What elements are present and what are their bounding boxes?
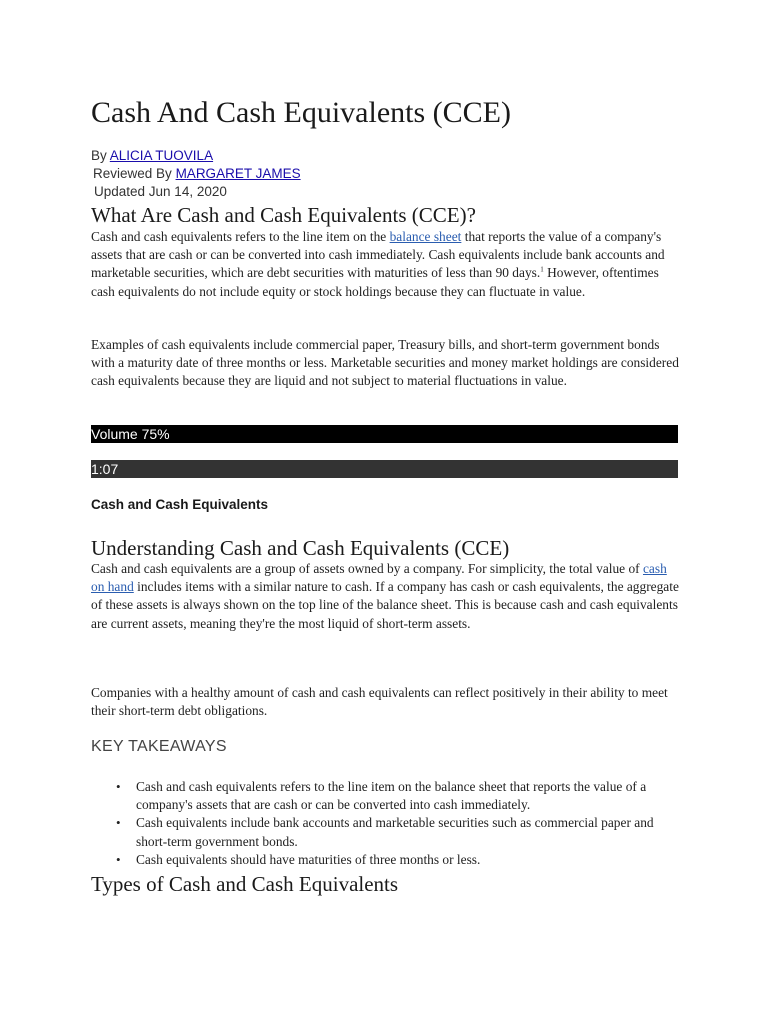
text-run: that reports the value of a company's assets that are cash or can be converted into cash immediately. Cash equivalents include bank accounts and marketable securities, which are debt securities with maturities of less than 90 days. xyxy=(91,229,665,281)
bullet-icon: • xyxy=(116,815,121,831)
section1-paragraph-1 xyxy=(91,228,681,301)
text-run: However, oftentimes cash equivalents do not include equity or stock holdings because they can fluctuate in value. xyxy=(91,265,659,299)
list-item xyxy=(91,778,681,814)
key-takeaways-list xyxy=(91,778,681,869)
reviewer-link[interactable]: MARGARET JAMES xyxy=(175,166,301,181)
author-link[interactable]: ALICIA TUOVILA xyxy=(109,148,214,163)
list-item-text: Cash and cash equivalents refers to the line item on the balance sheet that reports the value of a company's assets that are cash or can be converted into cash immediately. xyxy=(136,779,647,813)
video-time-bar[interactable]: 1:07 xyxy=(91,460,678,478)
byline-reviewer xyxy=(93,165,301,183)
bullet-icon: • xyxy=(116,851,121,867)
list-item-text: Cash equivalents include bank accounts and marketable securities such as commercial paper and short-term government bonds. xyxy=(136,815,654,849)
key-takeaways-heading: KEY TAKEAWAYS xyxy=(91,738,227,755)
video-volume-bar[interactable]: Volume 75% xyxy=(91,425,678,443)
section-heading-understanding: Understanding Cash and Cash Equivalents (CCE) xyxy=(91,536,510,560)
by-prefix: By xyxy=(91,148,107,163)
text-run: Cash and cash equivalents are a group of assets owned by a company. For simplicity, the total value of xyxy=(91,561,640,576)
section2-paragraph-1 xyxy=(91,560,681,633)
footnote-ref[interactable]: 1 xyxy=(540,265,544,274)
byline-author xyxy=(91,147,213,165)
reviewed-prefix: Reviewed By xyxy=(93,166,172,181)
page-title: Cash And Cash Equivalents (CCE) xyxy=(91,96,511,129)
section2-paragraph-2: Companies with a healthy amount of cash and cash equivalents can reflect positively in their ability to meet their short-term debt obligations. xyxy=(91,685,668,719)
cash-on-hand-link[interactable]: cash on hand xyxy=(91,561,667,595)
bullet-icon: • xyxy=(116,779,121,794)
text-run: Cash and cash equivalents refers to the line item on the xyxy=(91,229,387,244)
section1-paragraph-2: Examples of cash equivalents include commercial paper, Treasury bills, and short-term government bonds with a maturity date of three months or less. Marketable securities and money market holdings are considered cash equivalents because they are liquid and not subject to material fluctuations in value. xyxy=(91,337,679,389)
list-item xyxy=(91,851,681,869)
list-item-text: Cash equivalents should have maturities of three months or less. xyxy=(136,851,481,867)
text-run: includes items with a similar nature to cash. If a company has cash or cash equivalents, the aggregate of these assets is always shown on the top line of the balance sheet. This is because cash and cash equivalents are current assets, meaning they're the most liquid of short-term assets. xyxy=(91,579,679,631)
video-caption: Cash and Cash Equivalents xyxy=(91,497,269,512)
list-item xyxy=(91,814,681,850)
balance-sheet-link[interactable]: balance sheet xyxy=(389,229,462,244)
updated-date: Updated Jun 14, 2020 xyxy=(94,184,227,199)
section-heading-types: Types of Cash and Cash Equivalents xyxy=(91,872,399,896)
section-heading-what-are: What Are Cash and Cash Equivalents (CCE)? xyxy=(91,203,476,227)
